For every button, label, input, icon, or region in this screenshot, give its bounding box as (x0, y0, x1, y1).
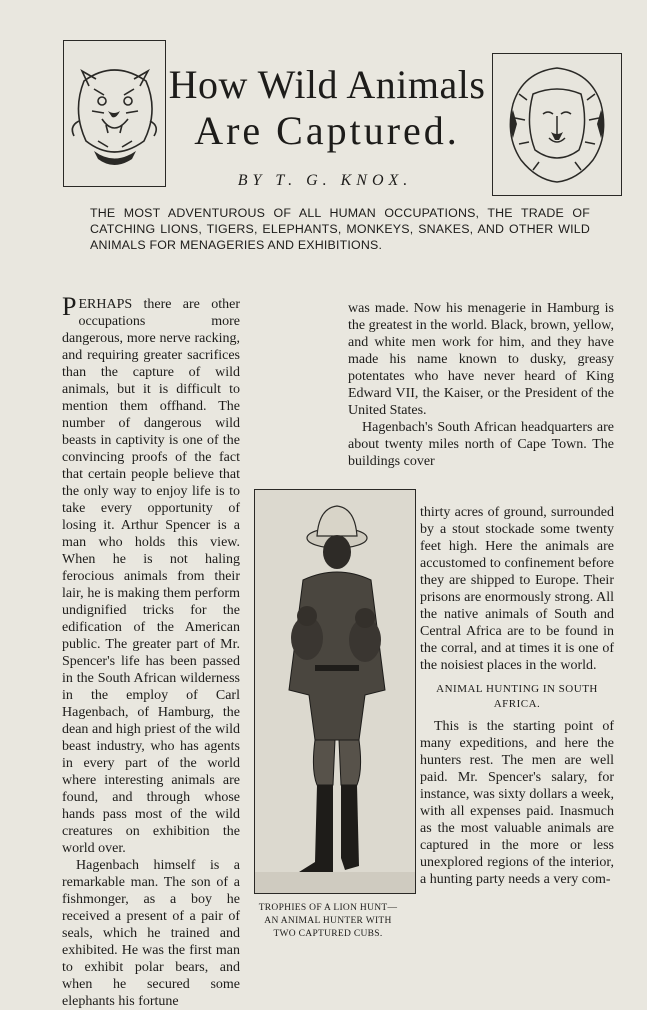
caption-line-3: TWO CAPTURED CUBS. (273, 929, 383, 939)
article-deck: THE MOST ADVENTUROUS OF ALL HUMAN OCCUPATIONS, THE TRADE OF CATCHING LIONS, TIGERS, ELEPHANTS, MONKEYS, SNAKES, AND OTHER WILD ANIMALS FOR MENAGERIES AND EXHIBITIONS. (90, 206, 590, 252)
right-paragraph-2a: Hagenbach's South African headquarters are about twenty miles north of Cape Town. The buildings cover (348, 420, 614, 469)
right-column-top (348, 300, 614, 470)
paragraph-1-text: ERHAPS there are other occupations more dangerous, more nerve racking, and requiring greater sacrifices than the capture of wild animals, but it is difficult to mention them offhand. The number of dangerous wild beasts in captivity is one of the convincing proofs of the fact that certain people believe that the only way to enjoy life is to take every opportunity of losing it. Arthur Spencer is a man who holds this view. When he is not haling ferocious animals from their lair, he is making them perform undignified tricks for the edification of the American public. The greater part of Mr. Spencer's life has been passed in the South African wilderness in the employ of Carl Hagenbach, of Hamburg, the dean and high priest of the wild beast industry, who has agents in every part of the world where interesting animals are found, and through whose hands pass most of the wild creatures on exhibition the world over. (62, 297, 240, 856)
title-line-2: Are Captured. (194, 108, 460, 153)
drop-cap: P (62, 292, 77, 321)
title-line-1: How Wild Animals (168, 62, 486, 107)
lion-head-icon (493, 54, 621, 195)
tiger-illustration (63, 40, 166, 187)
right-paragraph-1: was made. Now his menagerie in Hamburg is the greatest in the world. Black, brown, yellow, and white men work for him, and they have made his name known to dusky, greasy potentates who have never heard of King Edward VII, the Kaiser, or the President of the United States. (348, 301, 614, 418)
paragraph-1 (62, 292, 240, 857)
section-subhead: ANIMAL HUNTING IN SOUTH AFRICA. (436, 683, 598, 710)
left-column (62, 292, 240, 1010)
lion-illustration (492, 53, 622, 196)
right-column-narrow (420, 504, 614, 888)
article-title (168, 62, 486, 154)
right-paragraph-2b: thirty acres of ground, surrounded by a stout stockade some twenty feet high. Here the animals are accustomed to confinement before they are shipped to Europe. Their prisons are enormously strong. All the native animals of South and Central Africa are to be found in the corral, and at times it is one of the noisiest places in the world. (420, 505, 614, 673)
hunter-photo (254, 489, 416, 894)
caption-line-1: TROPHIES OF A LION HUNT— (258, 903, 398, 913)
photo-caption (240, 902, 416, 941)
caption-line-2: AN ANIMAL HUNTER WITH (264, 916, 392, 926)
tiger-head-icon (64, 41, 165, 186)
byline: BY T. G. KNOX. (237, 172, 413, 189)
hunter-with-cubs-photo (255, 490, 415, 893)
right-paragraph-3: This is the starting point of many expeditions, and here the hunters rest. The men are well paid. Mr. Spencer's salary, for instance, was sixty dollars a week, with all expenses paid. Inasmuch as the most valuable animals are captured in the more or less unexplored regions of the interior, a hunting party needs a very com- (420, 719, 614, 887)
paragraph-2: Hagenbach himself is a remarkable man. The son of a fishmonger, as a boy he received a present of a pair of seals, which he trained and exhibited. He was the first man to exhibit polar bears, and when he secured some elephants his fortune (62, 858, 240, 1009)
